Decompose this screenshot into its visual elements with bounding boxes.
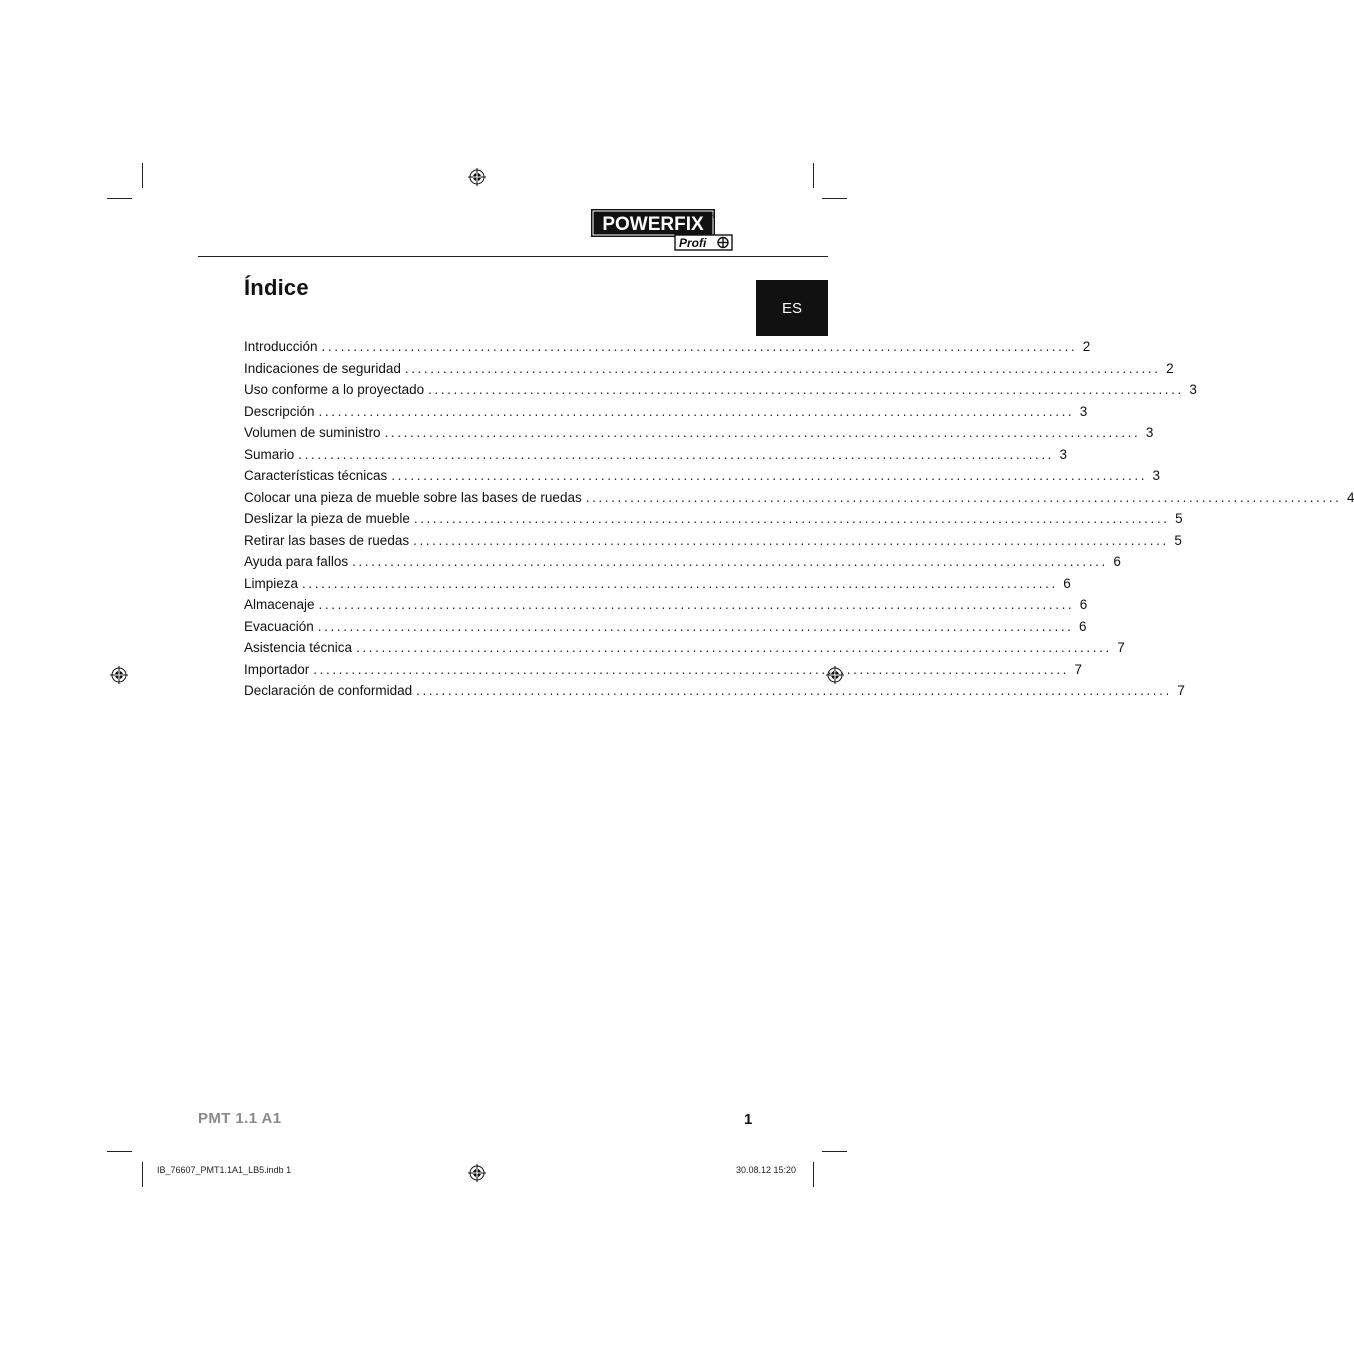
table-of-contents	[244, 336, 1354, 702]
toc-entry	[244, 379, 1197, 401]
header-rule	[198, 256, 828, 257]
registration-mark-icon	[110, 666, 128, 684]
toc-dot-leader: .......................................................................................................................	[302, 575, 1058, 591]
toc-entry-page: 7	[1177, 683, 1185, 698]
svg-text:Profi: Profi	[679, 236, 707, 250]
toc-entry-label: Declaración de conformidad	[244, 683, 413, 698]
toc-entry-page: 2	[1082, 339, 1091, 354]
toc-entry-label: Importador	[244, 661, 310, 677]
language-tab	[756, 280, 828, 336]
toc-entry-page: 6	[1079, 597, 1088, 612]
toc-dot-leader: .......................................................................................................................	[313, 661, 1070, 677]
toc-entry-page: 3	[1189, 382, 1197, 397]
toc-entry	[244, 594, 1088, 616]
toc-dot-leader: .......................................................................................................................	[413, 511, 1170, 526]
toc-entry-page: 3	[1145, 425, 1154, 440]
toc-entry	[244, 444, 1068, 466]
toc-entry-label: Colocar una pieza de mueble sobre las bases de ruedas	[244, 489, 582, 505]
toc-entry-label: Almacenaje	[244, 597, 315, 612]
svg-text:POWERFIX: POWERFIX	[602, 214, 704, 235]
crop-mark	[107, 1151, 132, 1152]
toc-entry-label: Evacuación	[244, 618, 314, 634]
toc-entry-page: 6	[1063, 575, 1071, 591]
toc-dot-leader: .......................................................................................................................	[428, 382, 1184, 397]
crop-mark	[107, 198, 132, 199]
toc-entry	[244, 659, 1083, 681]
toc-entry-page: 4	[1346, 489, 1354, 505]
toc-dot-leader: .......................................................................................................................	[416, 683, 1172, 698]
toc-entry-label: Descripción	[244, 403, 315, 419]
model-number: PMT 1.1 A1	[198, 1110, 282, 1127]
toc-entry	[244, 336, 1091, 358]
toc-entry-label: Ayuda para fallos	[244, 554, 349, 569]
toc-entry	[244, 637, 1125, 659]
toc-entry-page: 6	[1079, 618, 1087, 634]
print-slug-file: IB_76607_PMT1.1A1_LB5.indb 1	[157, 1165, 292, 1175]
crop-mark	[813, 1162, 814, 1187]
toc-entry-label: Indicaciones de seguridad	[244, 360, 401, 376]
toc-entry-page: 2	[1166, 360, 1174, 376]
toc-entry-label: Volumen de suministro	[244, 425, 381, 440]
toc-entry	[244, 508, 1183, 530]
toc-entry-page: 7	[1074, 661, 1083, 677]
page-title: Índice	[244, 275, 309, 300]
toc-entry	[244, 551, 1121, 573]
toc-entry	[244, 465, 1161, 487]
language-tab-label: ES	[781, 299, 802, 317]
toc-entry-label: Retirar las bases de ruedas	[244, 532, 410, 548]
page-number: 1	[744, 1111, 753, 1128]
toc-dot-leader: .......................................................................................................................	[384, 425, 1141, 440]
toc-entry	[244, 616, 1087, 638]
toc-dot-leader: .......................................................................................................................	[318, 597, 1075, 612]
toc-entry-page: 3	[1079, 403, 1088, 419]
toc-dot-leader: .......................................................................................................................	[391, 468, 1148, 483]
powerfix-logo	[591, 209, 733, 253]
toc-entry-label: Asistencia técnica	[244, 640, 353, 655]
crop-mark	[822, 198, 847, 199]
toc-entry-page: 7	[1117, 640, 1125, 655]
registration-mark-icon	[468, 168, 486, 186]
toc-dot-leader: .......................................................................................................................	[585, 489, 1342, 505]
crop-mark	[142, 1162, 143, 1187]
crop-mark	[822, 1151, 847, 1152]
toc-entry-page: 3	[1059, 446, 1068, 462]
toc-dot-leader: .......................................................................................................................	[321, 339, 1078, 354]
toc-dot-leader: .......................................................................................................................	[413, 532, 1169, 548]
toc-entry	[244, 422, 1154, 444]
toc-entry	[244, 358, 1174, 380]
toc-entry-page: 3	[1152, 468, 1161, 483]
toc-entry-page: 5	[1175, 511, 1183, 526]
toc-entry	[244, 487, 1354, 509]
toc-dot-leader: .......................................................................................................................	[318, 403, 1075, 419]
toc-entry-label: Deslizar la pieza de mueble	[244, 511, 410, 526]
toc-entry	[244, 401, 1088, 423]
toc-entry	[244, 530, 1182, 552]
toc-dot-leader: .......................................................................................................................	[404, 360, 1161, 376]
toc-dot-leader: .......................................................................................................................	[298, 446, 1055, 462]
toc-entry-page: 5	[1174, 532, 1182, 548]
toc-dot-leader: .......................................................................................................................	[317, 618, 1074, 634]
toc-entry-label: Características técnicas	[244, 468, 388, 483]
toc-dot-leader: .......................................................................................................................	[352, 554, 1108, 569]
toc-entry-label: Uso conforme a lo proyectado	[244, 382, 425, 397]
toc-entry	[244, 573, 1071, 595]
crop-mark	[142, 163, 143, 188]
toc-entry-label: Sumario	[244, 446, 295, 462]
crop-mark	[813, 163, 814, 188]
toc-dot-leader: .......................................................................................................................	[356, 640, 1112, 655]
toc-entry-label: Limpieza	[244, 575, 299, 591]
toc-entry-label: Introducción	[244, 339, 318, 354]
toc-entry	[244, 680, 1185, 702]
print-slug-date: 30.08.12 15:20	[736, 1165, 797, 1175]
svg-text:®: ®	[710, 213, 716, 220]
registration-mark-icon	[468, 1164, 486, 1182]
toc-entry-page: 6	[1113, 554, 1121, 569]
